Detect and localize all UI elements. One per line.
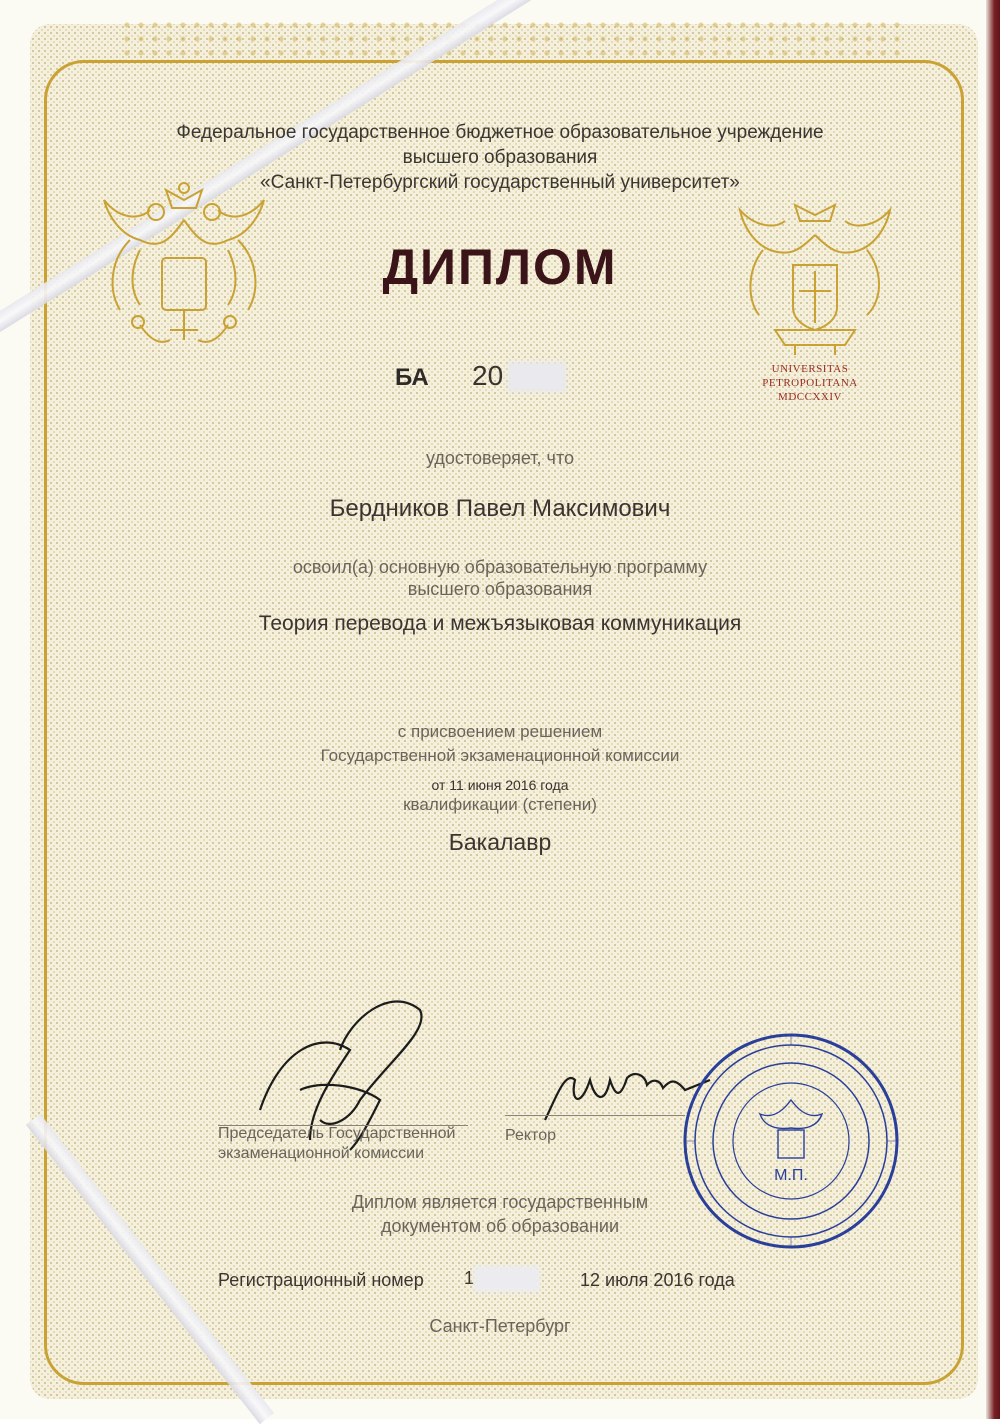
seal-center-text: М.П. xyxy=(774,1167,808,1184)
rector-signature-line xyxy=(505,1115,685,1116)
motto-line-3: MDCCXXIV xyxy=(778,391,842,403)
top-ornament xyxy=(120,18,900,56)
mastered-line-1: освоил(а) основную образовательную программу xyxy=(292,557,708,577)
state-document-note xyxy=(0,1190,1000,1238)
state-doc-line-2: документом об образовании xyxy=(380,1216,620,1236)
serial-digits: 20 xyxy=(472,360,504,391)
rector-label: Ректор xyxy=(505,1127,556,1144)
certifies-text: удостоверяет, что xyxy=(426,448,574,468)
chair-label xyxy=(218,1124,456,1164)
graduate-name: Бердников Павел Максимович xyxy=(329,495,671,522)
registration-number: 1 xyxy=(464,1268,475,1288)
program-name: Теория перевода и межъязыковая коммуникация xyxy=(258,612,742,635)
qualification-label: квалификации (степени) xyxy=(403,795,597,814)
registration-redaction xyxy=(474,1266,540,1292)
chair-label-line-2: экзаменационной комиссии xyxy=(218,1145,425,1162)
document-title: ДИПЛОМ xyxy=(382,239,618,295)
registration-label: Регистрационный номер xyxy=(218,1270,424,1290)
serial-redaction xyxy=(508,362,566,392)
award-date: от 11 июня 2016 года xyxy=(431,777,569,793)
motto-line-1: UNIVERSITAS xyxy=(771,363,849,375)
motto-line-2: PETROPOLITANA xyxy=(762,377,858,389)
state-doc-line-1: Диплом является государственным xyxy=(351,1192,649,1212)
registration-date: 12 июля 2016 года xyxy=(580,1270,735,1290)
degree-name: Бакалавр xyxy=(448,829,552,855)
chair-label-line-1: Председатель Государственной xyxy=(218,1125,456,1142)
issue-city: Санкт-Петербург xyxy=(429,1316,571,1336)
university-motto xyxy=(755,362,865,404)
awarded-line-1: с присвоением решением xyxy=(397,722,603,741)
serial-series: БА xyxy=(395,364,429,391)
mastered-line-2: высшего образования xyxy=(407,579,593,599)
issuer-line-3: «Санкт-Петербургский государственный университет» xyxy=(260,172,740,193)
awarded-line-2: Государственной экзаменационной комиссии xyxy=(320,746,680,765)
mastered-text xyxy=(0,556,1000,600)
issuer-line-2: высшего образования xyxy=(402,147,598,168)
awarded-text xyxy=(0,720,1000,768)
issuer-line-1: Федеральное государственное бюджетное образовательное учреждение xyxy=(176,122,824,143)
